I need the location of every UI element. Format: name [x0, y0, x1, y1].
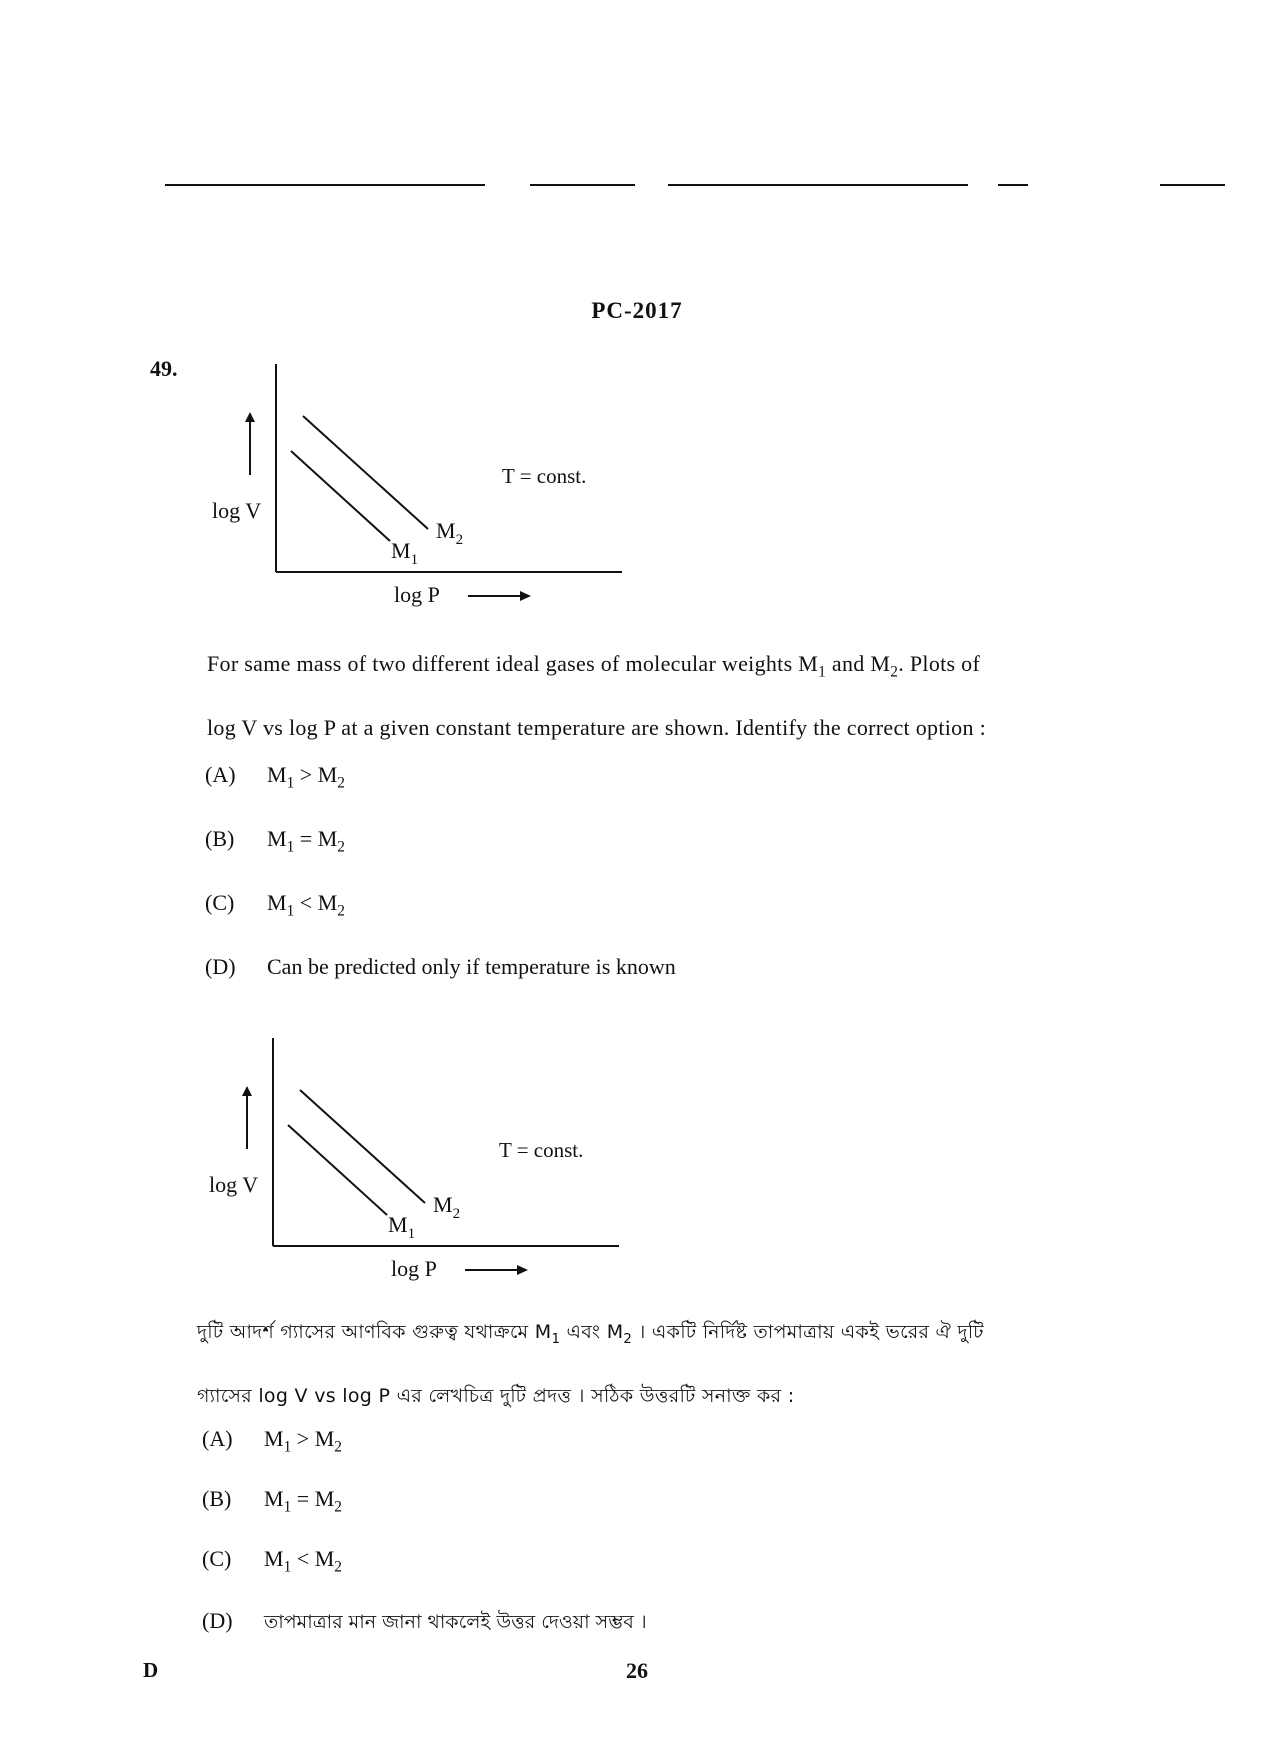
question-text-bn: দুটি আদর্শ গ্যাসের আণবিক গুরুত্ব যথাক্রমে $M_1$ এবং $M_2$ । একটি নির্দিষ্ট তাপমাত্রায় একই ভরের ঐ দুটি গ্যাসের log V vs log P এর লেখচিত্র দুটি প্রদত্ত । সঠিক উত্তরটি সনাক্ত কর : [197, 1321, 984, 1407]
label-m2: $M_2$ [436, 518, 464, 548]
x-arrow-head [517, 1265, 528, 1275]
condition-label: T = const. [502, 464, 587, 488]
condition-label: T = const. [499, 1138, 584, 1162]
graph-bengali [197, 1034, 637, 1284]
option-a-bn[interactable]: (A) $M_1 > M_2$ [202, 1426, 342, 1456]
y-axis-label: log V [212, 498, 262, 523]
line-m2 [303, 416, 428, 529]
option-d-en[interactable]: (D) Can be predicted only if temperature is known [205, 954, 676, 979]
top-rule-segment [1160, 184, 1225, 186]
graph-english [200, 360, 640, 610]
option-a-en[interactable]: (A) $M_1 > M_2$ [205, 762, 345, 792]
x-axis-label: log P [394, 582, 440, 607]
line-m1 [288, 1125, 387, 1215]
y-arrow-head [242, 1086, 252, 1096]
option-d-bn[interactable]: (D) তাপমাত্রার মান জানা থাকলেই উত্তর দেওয়া সম্ভব । [202, 1608, 647, 1633]
top-rule-segment [530, 184, 635, 186]
label-m1: $M_1$ [391, 538, 419, 568]
question-number: 49. [150, 356, 178, 381]
set-code: D [143, 1658, 159, 1682]
line-m2 [300, 1090, 425, 1203]
option-b-en[interactable]: (B) $M_1 = M_2$ [205, 826, 345, 856]
line-m1 [291, 451, 390, 541]
y-arrow-head [245, 412, 255, 422]
paper-code: PC-2017 [591, 298, 683, 323]
option-c-en[interactable]: (C) $M_1 < M_2$ [205, 890, 345, 920]
label-m1: $M_1$ [388, 1212, 416, 1242]
question-text-en: For same mass of two different ideal gases of molecular weights $M_1$ and $M_2$. Plots of log V vs log P at a given constant temperature are shown. Identify the correct option : [207, 651, 986, 741]
x-axis-label: log P [391, 1256, 437, 1281]
top-rule-segment [165, 184, 485, 186]
option-b-bn[interactable]: (B) $M_1 = M_2$ [202, 1486, 342, 1516]
top-rule-segment [668, 184, 968, 186]
option-c-bn[interactable]: (C) $M_1 < M_2$ [202, 1546, 342, 1576]
y-axis-label: log V [209, 1172, 259, 1197]
label-m2: $M_2$ [433, 1192, 461, 1222]
page-number: 26 [626, 1658, 648, 1683]
top-rule-segment [998, 184, 1028, 186]
x-arrow-head [520, 591, 531, 601]
